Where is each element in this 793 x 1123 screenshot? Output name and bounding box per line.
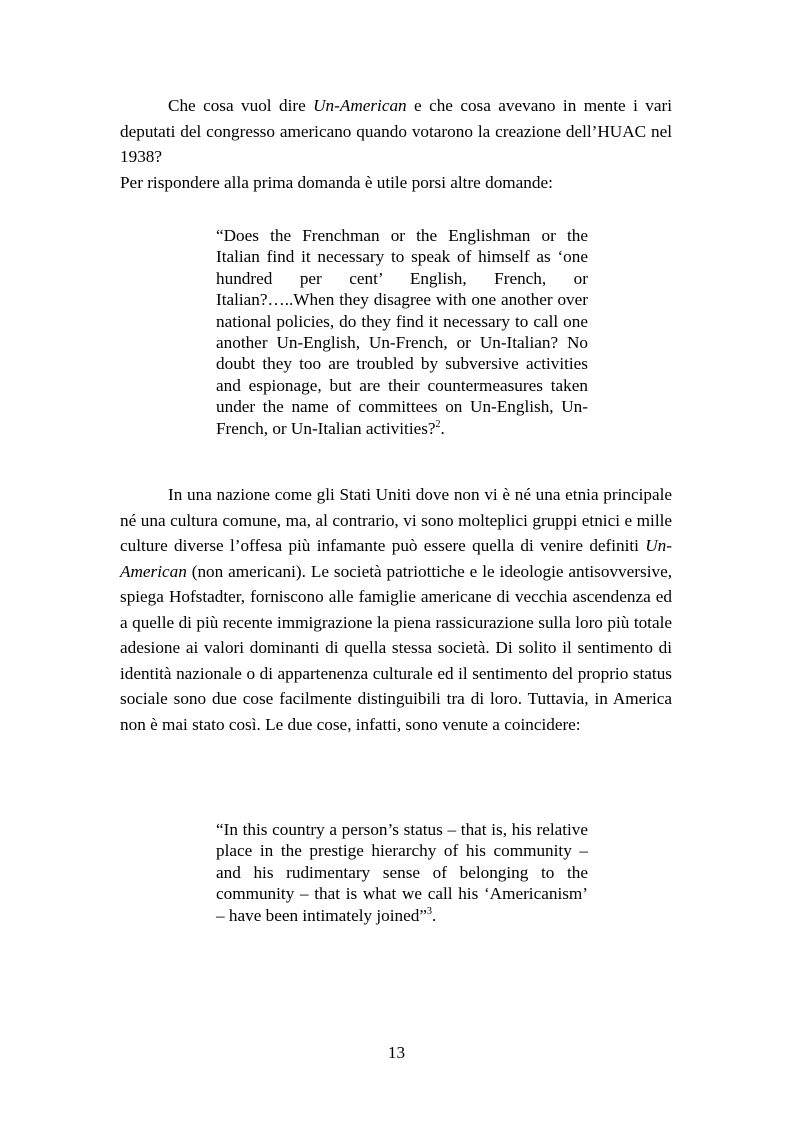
paragraph-1-italic-term: Un-American — [313, 96, 407, 115]
footnote-ref-3[interactable]: 3 — [426, 905, 432, 917]
block-quote-1-text: “Does the Frenchman or the Englishman or the Italian find it necessary to speak of himself as ‘one hundred per cent’ English, French, or Italian?…..When they disagree with one another over national policies, do they find it necessary to call one another Un-English, Un-French, or Un-Italian? No doubt they too are troubled by subversive activities and espionage, but are their countermeasures taken under the name of committees on Un-English, Un-French, or Un-Italian activities? — [216, 226, 588, 438]
block-quote-2-text: “In this country a person’s status – that is, his relative place in the prestige hierarchy of his community – and his rudimentary sense of belonging to the community – that is what we call his ‘Americanism’ – have been intimately joined” — [216, 820, 588, 925]
block-quote-1 — [216, 225, 588, 439]
paragraph-1-text-start: Che cosa vuol dire — [168, 96, 314, 115]
paragraph-1-text-end: e che cosa avevano in mente i vari deputati del congresso americano quando votarono la creazione dell’HUAC nel 1938? — [120, 96, 672, 166]
paragraph-2: Per rispondere alla prima domanda è utile porsi altre domande: — [120, 173, 553, 192]
paragraph-3-italic-term: Un-American — [120, 536, 672, 581]
block-quote-2-end: . — [431, 905, 437, 925]
page-number: 13 — [387, 1043, 406, 1062]
block-quote-1-end: . — [440, 418, 445, 438]
paragraph-3-text-start: In una nazione come gli Stati Uniti dove non vi è né una etnia principale né una cultura comune, ma, al contrario, vi sono molteplici gruppi etnici e mille culture diverse l’offesa più infamante può essere quella di venire definiti — [120, 485, 672, 555]
footnote-ref-2[interactable]: 2 — [435, 418, 441, 430]
paragraph-1 — [120, 93, 672, 170]
block-quote-2 — [216, 819, 588, 926]
paragraph-3 — [120, 482, 672, 737]
paragraph-3-text-end: (non americani). Le società patriottiche e le ideologie antisovversive, spiega Hofstadter, forniscono alle famiglie americane di vecchia ascendenza ed a quelle di più recente immigrazione la piena rassicurazione sulla loro più totale adesione ai valori dominanti di quella stessa società. Di solito il sentimento di identità nazionale o di appartenenza culturale ed il sentimento del proprio status sociale sono due cose facilmente distinguibili tra di loro. Tuttavia, in America non è mai stato così. Le due cose, infatti, sono venute a coincidere: — [120, 561, 672, 734]
